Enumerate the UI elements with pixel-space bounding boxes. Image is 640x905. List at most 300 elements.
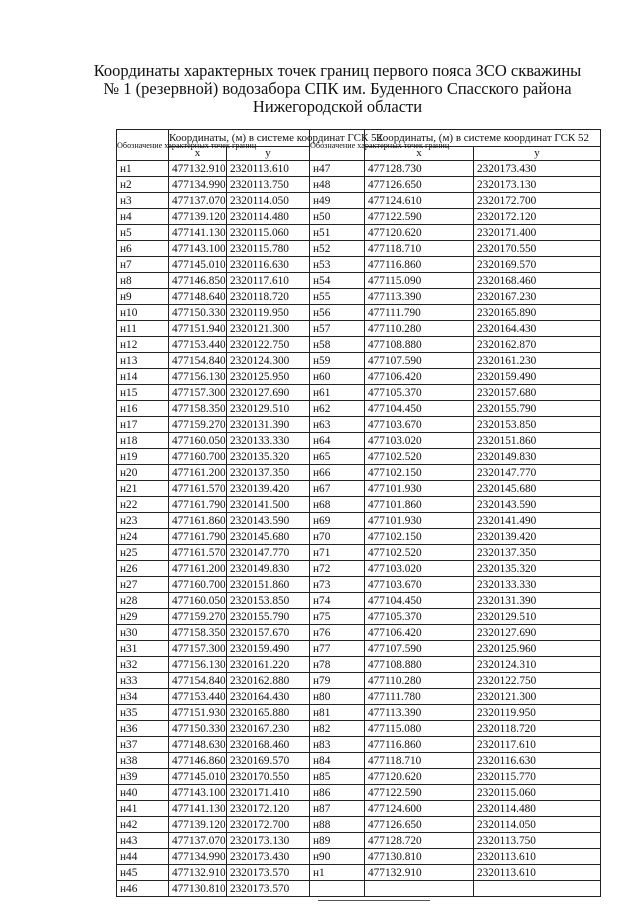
cell-y-right: 2320153.850 xyxy=(474,417,601,433)
cell-x-left: 477151.940 xyxy=(169,321,227,337)
cell-y-right: 2320170.550 xyxy=(474,241,601,257)
cell-x-right: 477106.420 xyxy=(365,369,474,385)
table-row xyxy=(117,273,601,289)
cell-point-name-right: н67 xyxy=(310,481,365,497)
cell-x-left: 477145.010 xyxy=(169,769,227,785)
cell-point-name-left: н5 xyxy=(117,225,169,241)
table-row xyxy=(117,833,601,849)
cell-y-left: 2320151.860 xyxy=(227,577,310,593)
table-row xyxy=(117,305,601,321)
cell-x-left: 477158.350 xyxy=(169,625,227,641)
cell-y-right: 2320113.750 xyxy=(474,833,601,849)
cell-x-right xyxy=(365,881,474,897)
cell-point-name-left: н3 xyxy=(117,193,169,209)
cell-y-right: 2320133.330 xyxy=(474,577,601,593)
cell-point-name-right: н81 xyxy=(310,705,365,721)
cell-x-left: 477156.130 xyxy=(169,657,227,673)
table-row xyxy=(117,337,601,353)
cell-point-name-right: н62 xyxy=(310,401,365,417)
cell-x-right: 477102.150 xyxy=(365,465,474,481)
cell-point-name-right: н48 xyxy=(310,177,365,193)
cell-x-right: 477107.590 xyxy=(365,353,474,369)
cell-point-name-right: н57 xyxy=(310,321,365,337)
cell-y-left: 2320169.570 xyxy=(227,753,310,769)
cell-y-right: 2320114.480 xyxy=(474,801,601,817)
cell-x-right: 477116.860 xyxy=(365,257,474,273)
cell-y-right: 2320172.700 xyxy=(474,193,601,209)
cell-y-left: 2320119.950 xyxy=(227,305,310,321)
cell-y-right: 2320113.610 xyxy=(474,849,601,865)
cell-y-left: 2320164.430 xyxy=(227,689,310,705)
cell-y-right: 2320115.060 xyxy=(474,785,601,801)
cell-x-left: 477161.200 xyxy=(169,465,227,481)
cell-point-name-right: н82 xyxy=(310,721,365,737)
table-row xyxy=(117,257,601,273)
cell-point-name-left: н41 xyxy=(117,801,169,817)
cell-point-name-right: н84 xyxy=(310,753,365,769)
cell-point-name-right: н49 xyxy=(310,193,365,209)
cell-y-left: 2320143.590 xyxy=(227,513,310,529)
cell-y-right: 2320159.490 xyxy=(474,369,601,385)
table-row xyxy=(117,689,601,705)
table-row xyxy=(117,225,601,241)
cell-x-left: 477134.990 xyxy=(169,849,227,865)
cell-y-left: 2320145.680 xyxy=(227,529,310,545)
cell-point-name-right: н77 xyxy=(310,641,365,657)
cell-x-left: 477151.930 xyxy=(169,705,227,721)
cell-point-name-right: н76 xyxy=(310,625,365,641)
cell-x-left: 477161.570 xyxy=(169,481,227,497)
cell-point-name-left: н35 xyxy=(117,705,169,721)
cell-x-right: 477103.020 xyxy=(365,433,474,449)
cell-x-left: 477161.790 xyxy=(169,529,227,545)
cell-y-right: 2320113.610 xyxy=(474,865,601,881)
cell-x-left: 477137.070 xyxy=(169,833,227,849)
cell-point-name-left: н2 xyxy=(117,177,169,193)
cell-x-left: 477154.840 xyxy=(169,673,227,689)
cell-y-right: 2320173.430 xyxy=(474,161,601,177)
cell-y-left: 2320173.570 xyxy=(227,881,310,897)
table-row xyxy=(117,353,601,369)
cell-y-right: 2320157.680 xyxy=(474,385,601,401)
table-row xyxy=(117,209,601,225)
cell-y-right: 2320119.950 xyxy=(474,705,601,721)
table-row xyxy=(117,721,601,737)
cell-x-left: 477137.070 xyxy=(169,193,227,209)
cell-point-name-right: н80 xyxy=(310,689,365,705)
cell-x-right: 477120.620 xyxy=(365,225,474,241)
cell-point-name-left: н12 xyxy=(117,337,169,353)
cell-y-right: 2320162.870 xyxy=(474,337,601,353)
cell-y-left: 2320135.320 xyxy=(227,449,310,465)
cell-y-right: 2320121.300 xyxy=(474,689,601,705)
cell-point-name-left: н32 xyxy=(117,657,169,673)
cell-y-left: 2320117.610 xyxy=(227,273,310,289)
table-row xyxy=(117,881,601,897)
cell-y-left: 2320167.230 xyxy=(227,721,310,737)
table-row xyxy=(117,545,601,561)
cell-point-name-left: н36 xyxy=(117,721,169,737)
cell-point-name-right: н78 xyxy=(310,657,365,673)
cell-x-right: 477107.590 xyxy=(365,641,474,657)
cell-point-name-right: н55 xyxy=(310,289,365,305)
cell-x-left: 477145.010 xyxy=(169,257,227,273)
cell-y-left: 2320173.570 xyxy=(227,865,310,881)
cell-point-name-right: н61 xyxy=(310,385,365,401)
cell-y-right: 2320155.790 xyxy=(474,401,601,417)
cell-x-left: 477161.860 xyxy=(169,513,227,529)
cell-point-name-left: н34 xyxy=(117,689,169,705)
cell-x-right: 477111.790 xyxy=(365,305,474,321)
cell-point-name-right: н88 xyxy=(310,817,365,833)
cell-point-name-right: н47 xyxy=(310,161,365,177)
cell-x-right: 477108.880 xyxy=(365,337,474,353)
cell-point-name-right: н64 xyxy=(310,433,365,449)
cell-x-left: 477158.350 xyxy=(169,401,227,417)
cell-y-right: 2320168.460 xyxy=(474,273,601,289)
cell-point-name-left: н9 xyxy=(117,289,169,305)
cell-point-name-left: н6 xyxy=(117,241,169,257)
cell-point-name-left: н20 xyxy=(117,465,169,481)
cell-x-right: 477115.080 xyxy=(365,721,474,737)
cell-y-right xyxy=(474,881,601,897)
cell-y-left: 2320147.770 xyxy=(227,545,310,561)
header-coordinates-right: Координаты, (м) в системе координат ГСК 52 xyxy=(365,130,601,147)
cell-x-left: 477160.050 xyxy=(169,593,227,609)
cell-y-left: 2320159.490 xyxy=(227,641,310,657)
cell-point-name-left: н15 xyxy=(117,385,169,401)
cell-x-right: 477110.280 xyxy=(365,673,474,689)
cell-y-left: 2320173.430 xyxy=(227,849,310,865)
cell-y-left: 2320153.850 xyxy=(227,593,310,609)
cell-y-right: 2320151.860 xyxy=(474,433,601,449)
cell-point-name-left: н4 xyxy=(117,209,169,225)
cell-point-name-right: н86 xyxy=(310,785,365,801)
cell-x-right: 477103.670 xyxy=(365,417,474,433)
cell-x-right: 477106.420 xyxy=(365,625,474,641)
cell-x-right: 477113.390 xyxy=(365,289,474,305)
table-row xyxy=(117,481,601,497)
cell-y-right: 2320122.750 xyxy=(474,673,601,689)
cell-y-right: 2320131.390 xyxy=(474,593,601,609)
cell-point-name-left: н1 xyxy=(117,161,169,177)
bottom-divider xyxy=(318,900,430,901)
cell-x-left: 477153.440 xyxy=(169,689,227,705)
cell-point-name-left: н8 xyxy=(117,273,169,289)
cell-point-name-right: н73 xyxy=(310,577,365,593)
cell-point-name-left: н25 xyxy=(117,545,169,561)
cell-point-name-right: н52 xyxy=(310,241,365,257)
cell-x-left: 477146.850 xyxy=(169,273,227,289)
cell-y-right: 2320172.120 xyxy=(474,209,601,225)
cell-y-right: 2320164.430 xyxy=(474,321,601,337)
cell-point-name-left: н19 xyxy=(117,449,169,465)
cell-y-right: 2320145.680 xyxy=(474,481,601,497)
cell-x-right: 477108.880 xyxy=(365,657,474,673)
cell-point-name-right: н1 xyxy=(310,865,365,881)
table-row xyxy=(117,865,601,881)
cell-y-left: 2320168.460 xyxy=(227,737,310,753)
cell-point-name-left: н33 xyxy=(117,673,169,689)
cell-point-name-left: н43 xyxy=(117,833,169,849)
cell-y-right: 2320125.960 xyxy=(474,641,601,657)
table-row xyxy=(117,705,601,721)
table-row xyxy=(117,801,601,817)
cell-x-left: 477161.200 xyxy=(169,561,227,577)
cell-x-left: 477150.330 xyxy=(169,721,227,737)
cell-x-left: 477153.440 xyxy=(169,337,227,353)
cell-point-name-left: н40 xyxy=(117,785,169,801)
cell-x-left: 477159.270 xyxy=(169,609,227,625)
table-row xyxy=(117,785,601,801)
cell-y-left: 2320173.130 xyxy=(227,833,310,849)
cell-point-name-right: н69 xyxy=(310,513,365,529)
cell-y-right: 2320173.130 xyxy=(474,177,601,193)
cell-point-name-right: н79 xyxy=(310,673,365,689)
table-row xyxy=(117,673,601,689)
table-row xyxy=(117,497,601,513)
cell-point-name-left: н18 xyxy=(117,433,169,449)
cell-x-left: 477157.300 xyxy=(169,641,227,657)
cell-point-name-left: н37 xyxy=(117,737,169,753)
cell-y-left: 2320121.300 xyxy=(227,321,310,337)
cell-point-name-left: н13 xyxy=(117,353,169,369)
cell-y-right: 2320115.770 xyxy=(474,769,601,785)
cell-x-right: 477113.390 xyxy=(365,705,474,721)
cell-x-right: 477118.710 xyxy=(365,753,474,769)
cell-point-name-right: н74 xyxy=(310,593,365,609)
table-row xyxy=(117,161,601,177)
table-row xyxy=(117,417,601,433)
table-row xyxy=(117,385,601,401)
cell-y-right: 2320137.350 xyxy=(474,545,601,561)
cell-y-left: 2320162.880 xyxy=(227,673,310,689)
coordinates-table xyxy=(116,129,601,897)
cell-point-name-left: н11 xyxy=(117,321,169,337)
cell-point-name-right: н72 xyxy=(310,561,365,577)
cell-x-left: 477143.100 xyxy=(169,241,227,257)
cell-point-name-left: н14 xyxy=(117,369,169,385)
cell-point-name-left: н21 xyxy=(117,481,169,497)
cell-y-left: 2320141.500 xyxy=(227,497,310,513)
cell-point-name-right: н51 xyxy=(310,225,365,241)
cell-x-left: 477134.990 xyxy=(169,177,227,193)
cell-point-name-left: н46 xyxy=(117,881,169,897)
cell-point-name-left: н30 xyxy=(117,625,169,641)
cell-y-left: 2320127.690 xyxy=(227,385,310,401)
cell-x-left: 477139.120 xyxy=(169,817,227,833)
cell-x-left: 477141.130 xyxy=(169,225,227,241)
cell-point-name-right: н54 xyxy=(310,273,365,289)
cell-y-left: 2320113.610 xyxy=(227,161,310,177)
cell-x-right: 477101.860 xyxy=(365,497,474,513)
table-row xyxy=(117,849,601,865)
cell-point-name-right: н90 xyxy=(310,849,365,865)
cell-point-name-right: н56 xyxy=(310,305,365,321)
cell-y-left: 2320129.510 xyxy=(227,401,310,417)
cell-x-right: 477105.370 xyxy=(365,609,474,625)
cell-x-right: 477126.650 xyxy=(365,177,474,193)
cell-y-right: 2320165.890 xyxy=(474,305,601,321)
cell-point-name-right: н63 xyxy=(310,417,365,433)
cell-point-name-right: н59 xyxy=(310,353,365,369)
cell-point-name-right: н53 xyxy=(310,257,365,273)
cell-y-right: 2320129.510 xyxy=(474,609,601,625)
cell-y-right: 2320124.310 xyxy=(474,657,601,673)
table-row xyxy=(117,609,601,625)
cell-x-right: 477124.610 xyxy=(365,193,474,209)
cell-y-left: 2320113.750 xyxy=(227,177,310,193)
cell-point-name-left: н29 xyxy=(117,609,169,625)
cell-point-name-right: н60 xyxy=(310,369,365,385)
cell-y-left: 2320114.050 xyxy=(227,193,310,209)
header-x-left: x xyxy=(169,147,227,161)
header-x-right: x xyxy=(365,147,474,161)
cell-x-left: 477156.130 xyxy=(169,369,227,385)
table-row xyxy=(117,177,601,193)
cell-x-right: 477122.590 xyxy=(365,785,474,801)
cell-x-right: 477103.670 xyxy=(365,577,474,593)
table-row xyxy=(117,529,601,545)
cell-point-name-right: н66 xyxy=(310,465,365,481)
table-row xyxy=(117,641,601,657)
cell-y-left: 2320149.830 xyxy=(227,561,310,577)
cell-x-right: 477130.810 xyxy=(365,849,474,865)
cell-y-left: 2320157.670 xyxy=(227,625,310,641)
cell-y-left: 2320165.880 xyxy=(227,705,310,721)
cell-x-left: 477139.120 xyxy=(169,209,227,225)
cell-x-right: 477126.650 xyxy=(365,817,474,833)
cell-y-right: 2320127.690 xyxy=(474,625,601,641)
cell-y-right: 2320147.770 xyxy=(474,465,601,481)
cell-point-name-left: н22 xyxy=(117,497,169,513)
table-header-row xyxy=(117,130,601,147)
cell-x-right: 477101.930 xyxy=(365,513,474,529)
table-row xyxy=(117,321,601,337)
cell-y-left: 2320114.480 xyxy=(227,209,310,225)
cell-y-right: 2320118.720 xyxy=(474,721,601,737)
cell-y-left: 2320115.780 xyxy=(227,241,310,257)
table-row xyxy=(117,465,601,481)
cell-y-left: 2320131.390 xyxy=(227,417,310,433)
cell-x-left: 477160.700 xyxy=(169,577,227,593)
table-row xyxy=(117,577,601,593)
table-row xyxy=(117,449,601,465)
cell-x-right: 477120.620 xyxy=(365,769,474,785)
cell-x-left: 477160.700 xyxy=(169,449,227,465)
cell-point-name-left: н17 xyxy=(117,417,169,433)
cell-y-right: 2320141.490 xyxy=(474,513,601,529)
cell-point-name-left: н10 xyxy=(117,305,169,321)
cell-x-right: 477102.520 xyxy=(365,449,474,465)
cell-x-right: 477102.520 xyxy=(365,545,474,561)
table-row xyxy=(117,657,601,673)
cell-x-right: 477104.450 xyxy=(365,401,474,417)
cell-x-left: 477159.270 xyxy=(169,417,227,433)
cell-x-right: 477122.590 xyxy=(365,209,474,225)
cell-y-left: 2320133.330 xyxy=(227,433,310,449)
cell-x-right: 477101.930 xyxy=(365,481,474,497)
cell-y-right: 2320171.400 xyxy=(474,225,601,241)
cell-x-right: 477128.720 xyxy=(365,833,474,849)
cell-y-right: 2320117.610 xyxy=(474,737,601,753)
cell-point-name-right: н65 xyxy=(310,449,365,465)
cell-x-right: 477124.600 xyxy=(365,801,474,817)
cell-point-name-left: н7 xyxy=(117,257,169,273)
cell-point-name-left: н26 xyxy=(117,561,169,577)
cell-point-name-right: н89 xyxy=(310,833,365,849)
cell-x-left: 477161.570 xyxy=(169,545,227,561)
cell-x-right: 477118.710 xyxy=(365,241,474,257)
cell-x-left: 477141.130 xyxy=(169,801,227,817)
cell-point-name-right: н71 xyxy=(310,545,365,561)
cell-point-name-left: н27 xyxy=(117,577,169,593)
table-row xyxy=(117,241,601,257)
cell-x-right: 477111.780 xyxy=(365,689,474,705)
cell-y-right: 2320135.320 xyxy=(474,561,601,577)
cell-point-name-left: н42 xyxy=(117,817,169,833)
table-row xyxy=(117,737,601,753)
cell-y-right: 2320139.420 xyxy=(474,529,601,545)
cell-x-left: 477132.910 xyxy=(169,161,227,177)
table-row xyxy=(117,289,601,305)
header-y-left: y xyxy=(227,147,310,161)
cell-x-left: 477150.330 xyxy=(169,305,227,321)
cell-point-name-left: н39 xyxy=(117,769,169,785)
table-row xyxy=(117,561,601,577)
cell-x-right: 477128.730 xyxy=(365,161,474,177)
cell-point-name-right: н87 xyxy=(310,801,365,817)
cell-point-name-right: н58 xyxy=(310,337,365,353)
cell-point-name-right: н75 xyxy=(310,609,365,625)
table-row xyxy=(117,433,601,449)
cell-point-name-right: н50 xyxy=(310,209,365,225)
cell-x-left: 477148.640 xyxy=(169,289,227,305)
cell-point-name-right: н70 xyxy=(310,529,365,545)
cell-y-left: 2320139.420 xyxy=(227,481,310,497)
header-y-right: y xyxy=(474,147,601,161)
table-row xyxy=(117,817,601,833)
cell-y-left: 2320125.950 xyxy=(227,369,310,385)
cell-x-left: 477146.860 xyxy=(169,753,227,769)
cell-x-left: 477130.810 xyxy=(169,881,227,897)
cell-y-right: 2320149.830 xyxy=(474,449,601,465)
cell-point-name-left: н24 xyxy=(117,529,169,545)
cell-y-left: 2320115.060 xyxy=(227,225,310,241)
cell-y-left: 2320155.790 xyxy=(227,609,310,625)
cell-y-left: 2320124.300 xyxy=(227,353,310,369)
cell-y-left: 2320170.550 xyxy=(227,769,310,785)
title-line-3: Нижегородской области xyxy=(252,97,423,116)
cell-x-right: 477110.280 xyxy=(365,321,474,337)
cell-y-right: 2320143.590 xyxy=(474,497,601,513)
cell-point-name-left: н44 xyxy=(117,849,169,865)
cell-x-left: 477160.050 xyxy=(169,433,227,449)
cell-y-left: 2320137.350 xyxy=(227,465,310,481)
cell-x-left: 477161.790 xyxy=(169,497,227,513)
table-row xyxy=(117,513,601,529)
cell-x-left: 477154.840 xyxy=(169,353,227,369)
cell-x-right: 477104.450 xyxy=(365,593,474,609)
cell-y-left: 2320171.410 xyxy=(227,785,310,801)
cell-x-right: 477102.150 xyxy=(365,529,474,545)
cell-y-left: 2320122.750 xyxy=(227,337,310,353)
header-coordinates-left: Координаты, (м) в системе координат ГСК 52 xyxy=(169,130,310,147)
cell-point-name-right: н85 xyxy=(310,769,365,785)
cell-point-name-left: н23 xyxy=(117,513,169,529)
title-line-2: № 1 (резервной) водозабора СПК им. Буденного Спасского района xyxy=(103,79,572,98)
table-row xyxy=(117,769,601,785)
